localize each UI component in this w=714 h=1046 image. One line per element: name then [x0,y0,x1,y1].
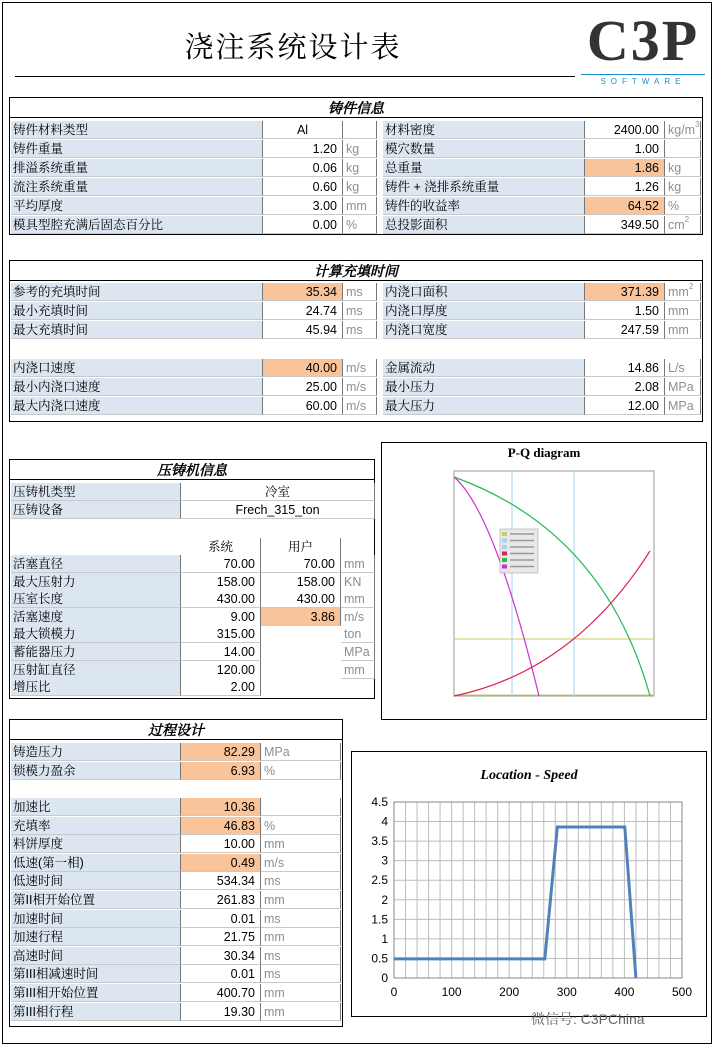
field-label: 低速时间 [11,872,181,890]
speed-series-line [394,827,636,978]
field-unit: $cm^2$ [665,216,701,234]
field-label: 锁模力盈余 [11,762,181,780]
c3p-logo [581,8,705,89]
field-label: 压铸设备 [11,501,181,519]
x-tick-label: 100 [441,985,462,999]
field-unit: mm [261,835,341,853]
field-unit: mm [665,302,701,320]
field-value: Frech_315_ton [181,501,375,519]
field-label: 最小充填时间 [11,302,263,320]
user-value: 430.00 [261,590,341,608]
field-label: 内浇口面积 [383,283,585,301]
field-value: 冷室 [181,483,375,501]
field-value: 12.00 [585,397,665,415]
field-value: 0.01 [181,910,261,928]
field-value: 82.29 [181,743,261,761]
pq-diagram [381,442,707,720]
field-unit [261,798,341,816]
field-value: Al [263,121,343,139]
field-label: 模穴数量 [383,140,585,158]
field-value: 1.86 [585,159,665,177]
field-unit: mm [665,321,701,339]
field-value: 0.49 [181,854,261,872]
location-speed-chart [351,751,707,1017]
pq-diagram-title: P-Q diagram [507,445,581,460]
field-unit: mm [341,661,375,679]
field-label: 第III相减速时间 [11,965,181,983]
pq-legend-swatch [502,532,507,536]
field-label: 铸件材料类型 [11,121,263,139]
field-value: 10.00 [181,835,261,853]
field-unit: mm [261,891,341,909]
field-unit [665,140,701,158]
system-value: 315.00 [181,625,261,643]
field-unit: MPa [341,643,375,661]
system-value: 14.00 [181,643,261,661]
system-value: 430.00 [181,590,261,608]
field-label: 最大充填时间 [11,321,263,339]
field-unit: % [261,762,341,780]
field-value: 261.83 [181,891,261,909]
user-value: 158.00 [261,573,341,591]
y-tick-label: 3.5 [371,834,388,849]
field-unit: kg [343,178,377,196]
field-value: 24.74 [263,302,343,320]
page-title: 浇注系统设计表 [184,32,402,64]
field-unit: mm [343,197,377,215]
field-label: 铸件 + 浇排系统重量 [383,178,585,196]
field-value: 10.36 [181,798,261,816]
field-label: 平均厚度 [11,197,263,215]
field-unit: m/s [261,854,341,872]
x-tick-label: 200 [499,985,520,999]
logo-mark: C3P [586,8,700,73]
pq-legend-swatch [502,545,507,549]
y-tick-label: 2 [381,892,388,907]
field-value: 35.34 [263,283,343,301]
field-label: 第III相行程 [11,1003,181,1021]
field-value: 25.00 [263,378,343,396]
system-value: 9.00 [181,608,261,626]
field-unit [343,121,377,139]
field-unit: m/s [343,378,377,396]
pq-plot [382,457,706,719]
field-value: 349.50 [585,216,665,234]
pq-legend-swatch [502,552,507,556]
field-label: 内浇口速度 [11,359,263,377]
x-tick-label: 0 [390,985,398,999]
watermark: 微信号: C3PChina [531,1011,645,1027]
field-label: 内浇口宽度 [383,321,585,339]
field-unit: ms [261,872,341,890]
system-value: 2.00 [181,678,261,696]
design-sheet [2,2,712,1044]
field-unit: ms [261,965,341,983]
field-label: 铸造压力 [11,743,181,761]
field-unit-sup: 3 [695,121,700,129]
field-label: 最大内浇口速度 [11,397,263,415]
x-tick-label: 400 [614,985,635,999]
field-value: 2.08 [585,378,665,396]
field-value: 30.34 [181,947,261,965]
field-unit: MPa [665,397,701,415]
field-unit: KN [341,573,375,591]
field-value: 0.06 [263,159,343,177]
y-tick-label: 3 [381,853,388,868]
field-value: 371.39 [585,283,665,301]
field-unit-sup: 2 [688,283,694,291]
pq-legend-swatch [502,565,507,569]
y-tick-label: 1 [381,931,388,946]
field-value: 1.00 [585,140,665,158]
field-unit: m/s [343,359,377,377]
field-unit: mm [341,590,375,608]
x-tick-label: 300 [556,985,577,999]
field-unit-sup: 2 [684,216,690,224]
field-label: 最大压力 [383,397,585,415]
field-label: 铸件重量 [11,140,263,158]
field-value: 400.70 [181,984,261,1002]
field-unit: kg [665,178,701,196]
field-value: 1.20 [263,140,343,158]
y-tick-label: 4.5 [371,795,388,809]
pq-plot-area [454,471,654,696]
field-value: 14.86 [585,359,665,377]
field-label: 压射缸直径 [11,661,181,679]
y-tick-label: 0.5 [371,951,388,966]
field-value: 0.01 [181,965,261,983]
field-label: 排溢系统重量 [11,159,263,177]
field-unit: $mm^2$ [665,283,701,301]
field-label: 总投影面积 [383,216,585,234]
field-value: 60.00 [263,397,343,415]
field-label: 参考的充填时间 [11,283,263,301]
field-value: 64.52 [585,197,665,215]
field-unit: m/s [341,608,375,626]
pq-legend-swatch [502,539,507,543]
field-label: 铸件的收益率 [383,197,585,215]
field-value: 247.59 [585,321,665,339]
field-label: 高速时间 [11,947,181,965]
logo-subtitle: SOFTWARE [600,77,686,86]
fill-time-header: 计算充填时间 [10,261,702,281]
field-label: 加速比 [11,798,181,816]
field-value: 19.30 [181,1003,261,1021]
field-unit: ton [341,625,375,643]
chart-title: Location - Speed [480,768,578,783]
machine-info-header: 压铸机信息 [10,460,374,480]
process-design-header: 过程设计 [10,720,342,740]
field-unit: % [665,197,701,215]
field-value: 0.00 [263,216,343,234]
field-value: 2400.00 [585,121,665,139]
y-tick-label: 2.5 [371,873,388,888]
field-unit: ms [343,321,377,339]
field-unit: kg [665,159,701,177]
plot-area [394,802,682,978]
field-unit: % [261,817,341,835]
field-label: 料饼厚度 [11,835,181,853]
column-header-user: 用户 [261,538,341,556]
field-value: 21.75 [181,928,261,946]
field-label: 充填率 [11,817,181,835]
user-value: 70.00 [261,555,341,573]
system-value: 70.00 [181,555,261,573]
field-label: 第III相开始位置 [11,984,181,1002]
casting-info-header: 铸件信息 [10,98,702,118]
field-unit: L/s [665,359,701,377]
field-value: 6.93 [181,762,261,780]
field-value: 45.94 [263,321,343,339]
field-unit: ms [261,947,341,965]
field-label: 流注系统重量 [11,178,263,196]
y-tick-label: 4 [381,814,388,829]
field-value: 0.60 [263,178,343,196]
field-label: 加速时间 [11,910,181,928]
field-value: 1.50 [585,302,665,320]
system-value: 120.00 [181,661,261,679]
field-unit: MPa [665,378,701,396]
field-unit: mm [261,1003,341,1021]
field-unit: ms [261,910,341,928]
pq-legend-swatch [502,558,507,562]
system-value: 158.00 [181,573,261,591]
field-unit: mm [261,928,341,946]
location-speed-plot [352,752,706,1016]
title-rule [15,76,575,77]
x-tick-label: 500 [671,985,693,999]
field-label: 内浇口厚度 [383,302,585,320]
field-unit: MPa [261,743,341,761]
field-unit: kg [343,159,377,177]
field-value: 40.00 [263,359,343,377]
user-value: 3.86 [261,608,341,626]
field-label: 活塞直径 [11,555,181,573]
field-label: 加速行程 [11,928,181,946]
column-header-system: 系统 [181,538,261,556]
field-label: 第II相开始位置 [11,891,181,909]
field-label: 增压比 [11,678,181,696]
field-unit: ms [343,302,377,320]
field-value: 3.00 [263,197,343,215]
field-label: 最小内浇口速度 [11,378,263,396]
y-tick-label: 0 [381,971,388,985]
field-unit: kg [343,140,377,158]
field-label: 低速(第一相) [11,854,181,872]
field-value: 46.83 [181,817,261,835]
field-unit: $kg/m^3$ [665,121,701,139]
y-tick-label: 1.5 [371,912,388,927]
field-label: 活塞速度 [11,608,181,626]
field-value: 534.34 [181,872,261,890]
field-label: 压铸机类型 [11,483,181,501]
field-label: 最大锁模力 [11,625,181,643]
field-label: 总重量 [383,159,585,177]
field-label: 压室长度 [11,590,181,608]
field-label: 材料密度 [383,121,585,139]
field-label: 金属流动 [383,359,585,377]
field-label: 最大压射力 [11,573,181,591]
field-unit: mm [261,984,341,1002]
field-unit: ms [343,283,377,301]
field-label: 最小压力 [383,378,585,396]
field-unit: mm [341,555,375,573]
field-unit: % [343,216,377,234]
field-value: 1.26 [585,178,665,196]
field-unit: m/s [343,397,377,415]
field-label: 模具型腔充满后固态百分比 [11,216,263,234]
field-label: 蓄能器压力 [11,643,181,661]
